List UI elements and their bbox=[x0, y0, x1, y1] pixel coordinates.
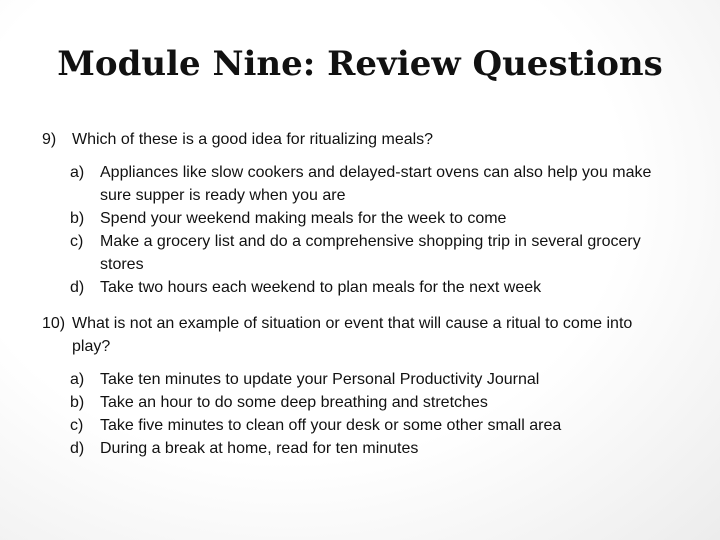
option-letter: b) bbox=[70, 394, 85, 411]
option-item bbox=[70, 276, 680, 299]
option-letter: c) bbox=[70, 417, 84, 434]
option-text: Take two hours each weekend to plan meals for the next week bbox=[100, 279, 542, 296]
option-item bbox=[70, 207, 680, 230]
option-text: Take an hour to do some deep breathing and stretches bbox=[100, 394, 488, 411]
option-text: Spend your weekend making meals for the week to come bbox=[100, 210, 507, 227]
option-text: Make a grocery list and do a comprehensive shopping trip in several grocery stores bbox=[100, 233, 641, 273]
question-number: 10) bbox=[42, 315, 66, 332]
option-letter: a) bbox=[70, 371, 85, 388]
question-9-options bbox=[70, 161, 680, 299]
option-item bbox=[70, 368, 670, 391]
option-letter: d) bbox=[70, 279, 85, 296]
question-number: 9) bbox=[42, 131, 57, 148]
option-item bbox=[70, 161, 680, 207]
option-letter: a) bbox=[70, 164, 85, 181]
option-text: Take ten minutes to update your Personal Productivity Journal bbox=[100, 371, 540, 388]
option-item bbox=[70, 230, 680, 276]
slide-title: Module Nine: Review Questions bbox=[57, 44, 663, 84]
question-text: Which of these is a good idea for ritualizing meals? bbox=[72, 131, 434, 148]
option-text: During a break at home, read for ten minutes bbox=[100, 440, 419, 457]
option-text: Take five minutes to clean off your desk or some other small area bbox=[100, 417, 562, 434]
option-text: Appliances like slow cookers and delayed-start ovens can also help you make sure supper is ready when you are bbox=[100, 164, 652, 204]
option-item bbox=[70, 391, 670, 414]
option-letter: c) bbox=[70, 233, 84, 250]
option-letter: b) bbox=[70, 210, 85, 227]
question-10-options bbox=[70, 368, 670, 460]
option-item bbox=[70, 437, 670, 460]
option-item bbox=[70, 414, 670, 437]
option-letter: d) bbox=[70, 440, 85, 457]
question-text: What is not an example of situation or event that will cause a ritual to come into play? bbox=[72, 315, 633, 355]
